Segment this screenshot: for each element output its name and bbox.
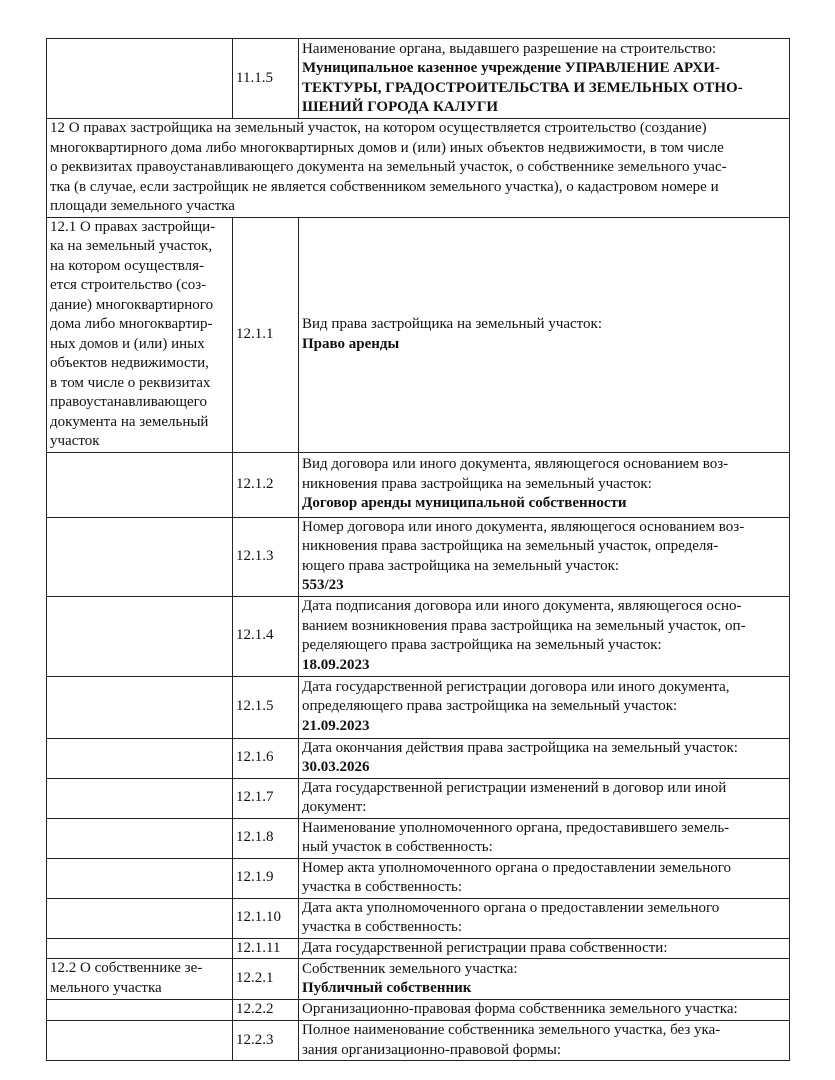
- table-row: [47, 596, 790, 676]
- table-row: [47, 1000, 790, 1021]
- item-label: Полное наименование собственника земельного участка, без ука- зания организационно-правовой формы:: [302, 1022, 721, 1058]
- group-label: [47, 938, 233, 959]
- item-content: [299, 676, 790, 738]
- section-row: [47, 119, 790, 218]
- group-label: [47, 1021, 233, 1061]
- item-label: Дата государственной регистрации договора или иного документа, определяющего права застройщика на земельный участок:: [302, 678, 730, 715]
- item-number: 12.2.3: [233, 1021, 299, 1061]
- item-number: 12.2.1: [233, 959, 299, 1000]
- section-heading: 12 О правах застройщика на земельный участок, на котором осуществляется строительство (создание) многоквартирного дома либо многоквартирных домов и (или) иных объектов недвижимости, в том числе о реквизитах правоустанавливающего документа на земельный участок, о собственнике земельного учас- тка (в случае, если застройщик не является собственником земельного участка), о кадастровом номере и площади земельного участка: [47, 119, 790, 218]
- item-content: [299, 738, 790, 778]
- group-label: [47, 818, 233, 858]
- table-row: [47, 39, 790, 119]
- table-row: [47, 517, 790, 596]
- item-value: Публичный собственник: [302, 980, 472, 996]
- group-label: [47, 676, 233, 738]
- item-label: Наименование органа, выдавшего разрешение на строительство:: [302, 40, 717, 57]
- item-label: Дата государственной регистрации изменений в договор или иной документ:: [302, 779, 727, 815]
- item-content: [299, 938, 790, 959]
- item-value: 553/23: [302, 577, 344, 593]
- item-content: [299, 1021, 790, 1061]
- item-number: 12.1.2: [233, 452, 299, 517]
- group-label: [47, 898, 233, 938]
- document-table: [46, 38, 790, 1061]
- group-label: [47, 517, 233, 596]
- table-row: [47, 738, 790, 778]
- item-content: [299, 452, 790, 517]
- item-label: Вид права застройщика на земельный участок:: [302, 316, 602, 332]
- table-row: [47, 818, 790, 858]
- item-number: 12.1.6: [233, 738, 299, 778]
- item-value: 30.03.2026: [302, 759, 370, 775]
- item-number: 11.1.5: [233, 39, 299, 119]
- item-label: Организационно-правовая форма собственника земельного участка:: [302, 1001, 738, 1018]
- item-content: [299, 1000, 790, 1021]
- item-number: 12.1.8: [233, 818, 299, 858]
- table-row: [47, 959, 790, 1000]
- item-number: 12.2.2: [233, 1000, 299, 1021]
- item-content: [299, 818, 790, 858]
- item-value: Право аренды: [302, 335, 400, 352]
- group-label: [47, 738, 233, 778]
- item-content: [299, 596, 790, 676]
- table-row: [47, 778, 790, 818]
- table-row: [47, 676, 790, 738]
- group-label: [47, 452, 233, 517]
- group-label: [47, 596, 233, 676]
- table-row: [47, 1021, 790, 1061]
- table-row: [47, 858, 790, 898]
- item-label: Дата подписания договора или иного документа, являющегося осно- ванием возникновения права застройщика на земельный участок, оп- ределяющего права застройщика на земельный участок:: [302, 598, 746, 653]
- item-value: 21.09.2023: [302, 717, 370, 734]
- group-label: [47, 1000, 233, 1021]
- item-number: 12.1.5: [233, 676, 299, 738]
- item-label: Вид договора или иного документа, являющегося основанием воз- никновения права застройщика на земельный участок:: [302, 456, 729, 492]
- item-label: Номер договора или иного документа, являющегося основанием воз- никновения права застройщика на земельный участок, определя- ющего права застройщика на земельный участок:: [302, 518, 745, 574]
- item-content: [299, 959, 790, 1000]
- item-number: 12.1.3: [233, 517, 299, 596]
- item-content: [299, 217, 790, 452]
- item-content: [299, 898, 790, 938]
- item-content: [299, 39, 790, 119]
- item-content: [299, 778, 790, 818]
- item-content: [299, 517, 790, 596]
- group-label: 12.1 О правах застройщи- ка на земельный участок, на котором осуществля- ется строительство (соз- дание) многоквартирного дома либо многоквартир- ных домов и (или) иных объектов недвижимости, в том числе о реквизитах правоустанавливающего документа на земельный участок: [47, 217, 233, 452]
- table-row: [47, 938, 790, 959]
- table-row: [47, 217, 790, 452]
- item-content: [299, 858, 790, 898]
- item-value: Муниципальное казенное учреждение УПРАВЛЕНИЕ АРХИ- ТЕКТУРЫ, ГРАДОСТРОИТЕЛЬСТВА И ЗЕМЕЛЬНЫХ ОТНО- ШЕНИЙ ГОРОДА КАЛУГИ: [302, 60, 743, 115]
- item-number: 12.1.9: [233, 858, 299, 898]
- group-label: [47, 778, 233, 818]
- item-number: 12.1.7: [233, 778, 299, 818]
- item-number: 12.1.11: [233, 938, 299, 959]
- item-value: Договор аренды муниципальной собственности: [302, 495, 627, 512]
- item-number: 12.1.10: [233, 898, 299, 938]
- item-label: Номер акта уполномоченного органа о предоставлении земельного участка в собственность:: [302, 859, 732, 895]
- group-label: [47, 39, 233, 119]
- item-number: 12.1.1: [233, 217, 299, 452]
- item-label: Наименование уполномоченного органа, предоставившего земель- ный участок в собственность:: [302, 819, 730, 855]
- group-label: [47, 858, 233, 898]
- item-label: Собственник земельного участка:: [302, 960, 518, 977]
- item-label: Дата государственной регистрации права собственности:: [302, 939, 668, 956]
- table-row: [47, 452, 790, 517]
- table-row: [47, 898, 790, 938]
- item-value: 18.09.2023: [302, 656, 370, 673]
- group-label: 12.2 О собственнике зе- мельного участка: [47, 959, 233, 1000]
- item-label: Дата окончания действия права застройщика на земельный участок:: [302, 739, 738, 756]
- item-label: Дата акта уполномоченного органа о предоставлении земельного участка в собственность:: [302, 899, 720, 935]
- item-number: 12.1.4: [233, 596, 299, 676]
